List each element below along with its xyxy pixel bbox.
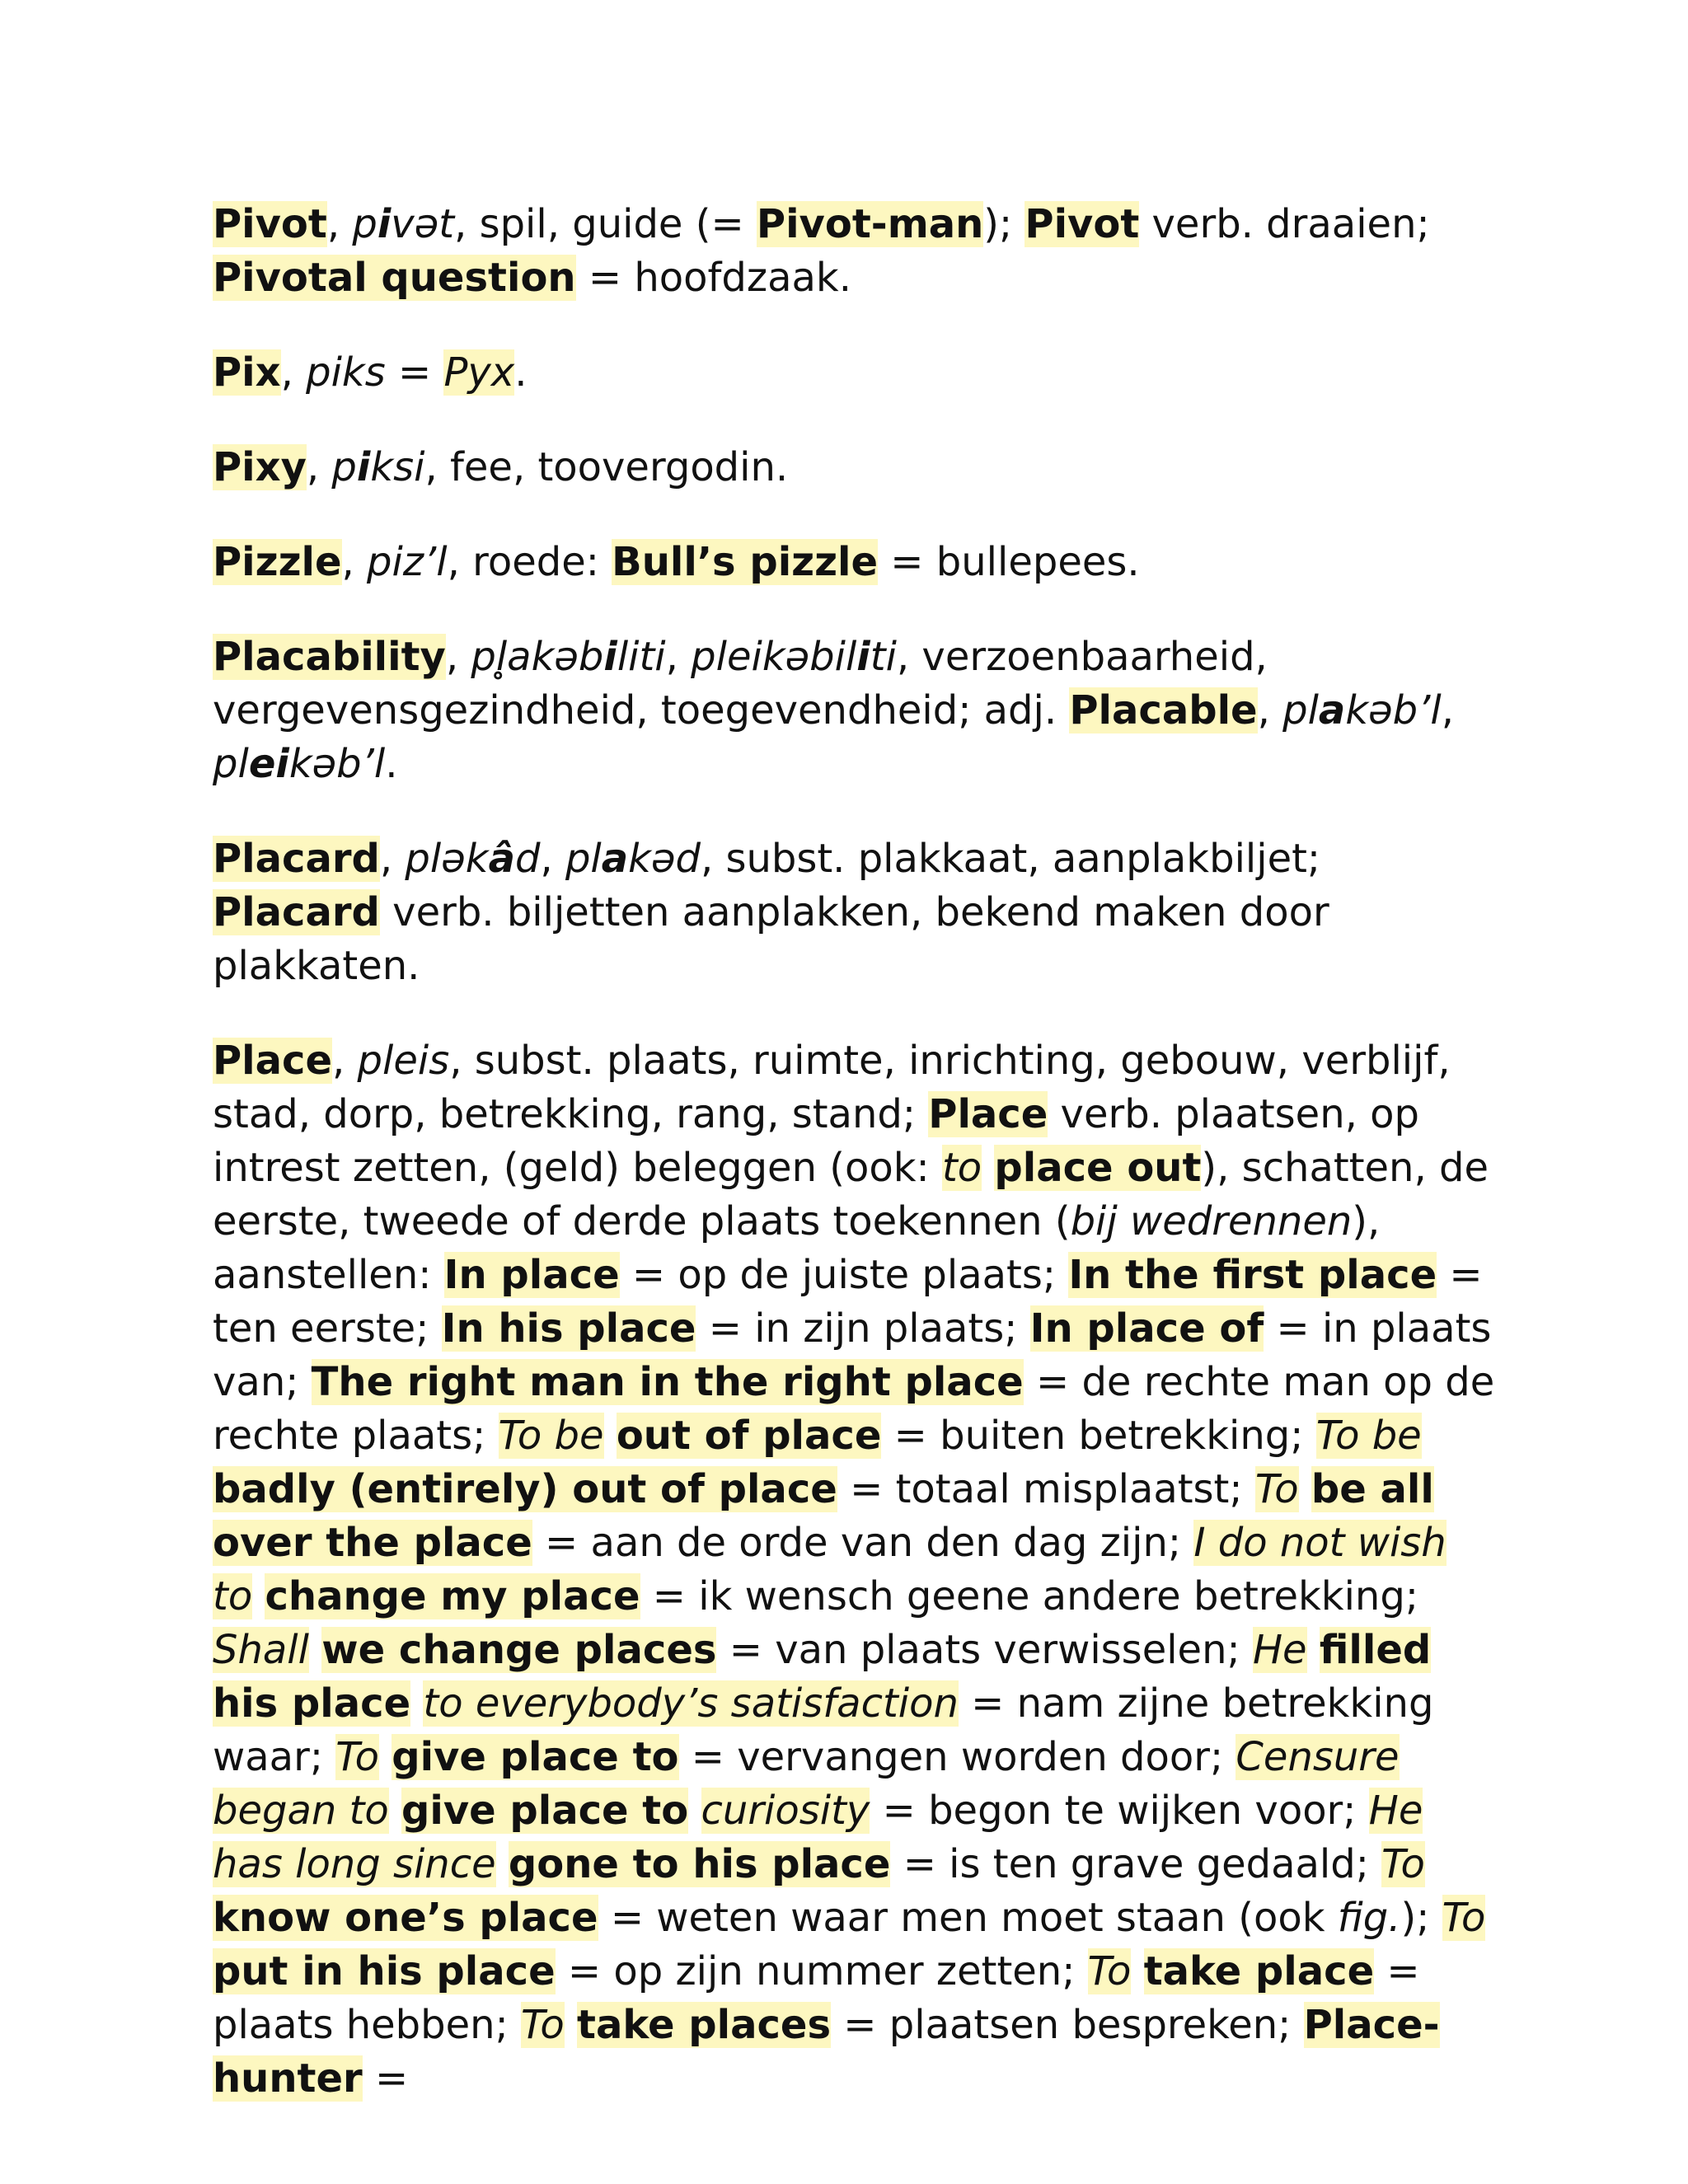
entry-text: ,	[445, 634, 471, 680]
example-phrase: To	[335, 1734, 380, 1780]
example-phrase: Shall	[213, 1627, 309, 1673]
headword: Pivot-man	[756, 201, 984, 247]
entry-text: = nam zijne betrekking waar;	[213, 1680, 1434, 1780]
entry-text	[1299, 1466, 1311, 1512]
example-phrase: To be	[498, 1413, 604, 1459]
entry-text: , subst. plaats, ruimte, inrichting, gebouw, verblijf, stad, dorp, betrekking, rang, stand;	[213, 1038, 1451, 1137]
entry-text: ,	[379, 836, 406, 882]
headword: Pivotal question	[213, 255, 576, 301]
entry-text: = in zijn plaats;	[696, 1305, 1030, 1352]
entry-text: ), aanstellen:	[213, 1198, 1381, 1298]
dictionary-entry	[213, 536, 1498, 589]
entry-text: , fee, toovergodin.	[424, 444, 789, 490]
headword: Pizzle	[213, 539, 342, 585]
pronunciation-text: i	[377, 201, 392, 247]
entry-text	[309, 1627, 321, 1673]
pronunciation-text: bij wedrennen	[1070, 1198, 1353, 1244]
headword: In the first place	[1068, 1252, 1437, 1298]
headword: we change places	[321, 1627, 717, 1673]
example-phrase: Censure began to	[213, 1734, 1400, 1834]
headword: put in his place	[213, 1948, 556, 1994]
entry-text: ,	[341, 539, 368, 585]
entry-text	[688, 1788, 701, 1834]
entry-text: =	[362, 2055, 409, 2102]
example-phrase: Pyx	[443, 349, 515, 396]
entry-text: , subst. plakkaat, aanplakbiljet;	[700, 836, 1321, 882]
headword: Place	[928, 1091, 1048, 1137]
pronunciation-text: kəb’l	[288, 741, 386, 787]
example-phrase: I do not wish to	[213, 1520, 1447, 1619]
pronunciation-text: fig.	[1337, 1895, 1401, 1941]
entry-text	[1307, 1627, 1320, 1673]
example-phrase: To	[1442, 1895, 1486, 1941]
pronunciation-text: piz’l	[367, 539, 448, 585]
entry-text: = weten waar men moet staan (ook	[598, 1895, 1338, 1941]
entry-text	[1131, 1948, 1143, 1994]
pronunciation-text: p	[352, 201, 377, 247]
entry-text: = bullepees.	[878, 539, 1140, 585]
entry-text: =	[385, 349, 444, 396]
entry-text	[379, 1734, 392, 1780]
pronunciation-text: plək	[405, 836, 489, 882]
dictionary-entry	[213, 1034, 1498, 2106]
pronunciation-text: pl	[213, 741, 249, 787]
example-phrase: He	[1252, 1627, 1307, 1673]
entry-text: = hoofdzaak.	[575, 255, 851, 301]
headword: In place	[443, 1252, 620, 1298]
entry-text: .	[514, 349, 528, 396]
headword: In place of	[1029, 1305, 1264, 1352]
example-phrase: To	[1254, 1466, 1299, 1512]
entry-text: verb. draaien;	[1139, 201, 1430, 247]
example-phrase: To	[1087, 1948, 1132, 1994]
headword: take place	[1143, 1948, 1375, 1994]
pronunciation-text: pl̥akəb	[471, 634, 604, 680]
pronunciation-text: a	[1318, 687, 1346, 733]
pronunciation-text: i	[856, 634, 870, 680]
entry-text: ,	[540, 836, 565, 882]
headword: take places	[577, 2002, 832, 2048]
entry-text: = aan de orde van den dag zijn;	[532, 1520, 1194, 1566]
entry-text	[604, 1413, 617, 1459]
entry-text: = in plaats van;	[213, 1305, 1492, 1405]
entry-text: = begon te wijken voor;	[870, 1788, 1369, 1834]
entry-text: = op zijn nummer zetten;	[555, 1948, 1088, 1994]
headword: Placable	[1069, 687, 1258, 733]
dictionary-page	[213, 198, 1498, 2147]
headword: change my place	[265, 1573, 640, 1619]
entry-text: = buiten betrekking;	[881, 1413, 1316, 1459]
pronunciation-text: ei	[248, 741, 289, 787]
pronunciation-text: pleikəbil	[691, 634, 857, 680]
example-phrase: To	[1381, 1841, 1425, 1887]
headword: Pixy	[213, 444, 307, 490]
entry-text: = van plaats verwisselen;	[716, 1627, 1253, 1673]
pronunciation-text: i	[603, 634, 617, 680]
pronunciation-text: a	[601, 836, 629, 882]
headword: know one’s place	[213, 1895, 598, 1941]
entry-text: , verzoenbaarheid, vergevensgezindheid, toegevendheid; adj.	[213, 634, 1268, 733]
entry-text: ,	[326, 201, 353, 247]
pronunciation-text: pl	[1282, 687, 1319, 733]
example-phrase: To	[521, 2002, 565, 2048]
headword: badly (entirely) out of place	[213, 1466, 837, 1512]
entry-text	[252, 1573, 265, 1619]
entry-text	[389, 1788, 401, 1834]
example-phrase: He has long since	[213, 1788, 1423, 1887]
pronunciation-text: ksi	[370, 444, 425, 490]
entry-text: , spil, guide (=	[454, 201, 757, 247]
pronunciation-text: vət	[391, 201, 455, 247]
dictionary-entry	[213, 198, 1498, 305]
headword: out of place	[616, 1413, 882, 1459]
example-phrase: to	[941, 1145, 982, 1191]
entry-text: , roede:	[447, 539, 612, 585]
headword: be all over the place	[213, 1466, 1434, 1566]
headword: give place to	[401, 1788, 689, 1834]
entry-text: = plaats hebben;	[213, 1948, 1420, 2048]
entry-text: = is ten grave gedaald;	[890, 1841, 1382, 1887]
entry-text: );	[1400, 1895, 1442, 1941]
pronunciation-text: d	[514, 836, 541, 882]
dictionary-entry	[213, 630, 1498, 791]
pronunciation-text: liti	[617, 634, 666, 680]
pronunciation-text: â	[488, 836, 515, 882]
pronunciation-text: pleis	[357, 1038, 450, 1084]
example-phrase: to everybody’s satisfaction	[423, 1680, 959, 1727]
pronunciation-text: kəd	[628, 836, 701, 882]
entry-text: = vervangen worden door;	[678, 1734, 1236, 1780]
dictionary-entry	[213, 346, 1498, 400]
pronunciation-text: piks	[306, 349, 386, 396]
headword: Place-hunter	[213, 2002, 1440, 2102]
entry-text: ,	[280, 349, 307, 396]
pronunciation-text: pl	[565, 836, 602, 882]
example-phrase: To be	[1315, 1413, 1422, 1459]
pronunciation-text: i	[356, 444, 371, 490]
entry-text: .	[385, 741, 398, 787]
entry-text	[982, 1145, 994, 1191]
headword: give place to	[392, 1734, 679, 1780]
entry-text: = de rechte man op de rechte plaats;	[213, 1359, 1495, 1459]
example-phrase: curiosity	[701, 1788, 870, 1834]
pronunciation-text: p	[331, 444, 357, 490]
headword: Placability	[213, 634, 446, 680]
dictionary-entry	[213, 832, 1498, 993]
entry-text: ,	[332, 1038, 358, 1084]
headword: The right man in the right place	[311, 1359, 1024, 1405]
headword: Placard	[213, 889, 380, 935]
headword: place out	[994, 1145, 1202, 1191]
entry-text: = ten eerste;	[213, 1252, 1483, 1352]
dictionary-entry	[213, 441, 1498, 494]
entry-text: ,	[306, 444, 332, 490]
entry-text: = op de juiste plaats;	[619, 1252, 1069, 1298]
entry-text: ), schatten, de eerste, tweede of derde plaats toekennen (	[213, 1145, 1489, 1244]
entry-text: );	[983, 201, 1025, 247]
headword: gone to his place	[508, 1841, 891, 1887]
headword: Place	[213, 1038, 333, 1084]
pronunciation-text: kəb’l	[1345, 687, 1442, 733]
entry-text: ,	[1257, 687, 1283, 733]
pronunciation-text: ti	[870, 634, 897, 680]
headword: Pivot	[1025, 201, 1140, 247]
entry-text	[565, 2002, 577, 2048]
headword: Pivot	[213, 201, 327, 247]
entry-text: = totaal misplaatst;	[837, 1466, 1255, 1512]
entry-text	[410, 1680, 423, 1727]
entry-text: verb. plaatsen, op intrest zetten, (geld) beleggen (ook:	[213, 1091, 1419, 1191]
entry-text	[496, 1841, 509, 1887]
entry-text: ,	[1441, 687, 1454, 733]
entry-text: ,	[665, 634, 692, 680]
entry-text: verb. biljetten aanplakken, bekend maken door plakkaten.	[213, 889, 1329, 989]
entry-text: = plaatsen bespreken;	[831, 2002, 1304, 2048]
headword: Placard	[213, 836, 380, 882]
headword: Pix	[213, 349, 281, 396]
headword: In his place	[441, 1305, 696, 1352]
headword: Bull’s pizzle	[612, 539, 879, 585]
headword: filled his place	[213, 1627, 1432, 1727]
entry-text: = ik wensch geene andere betrekking;	[640, 1573, 1418, 1619]
